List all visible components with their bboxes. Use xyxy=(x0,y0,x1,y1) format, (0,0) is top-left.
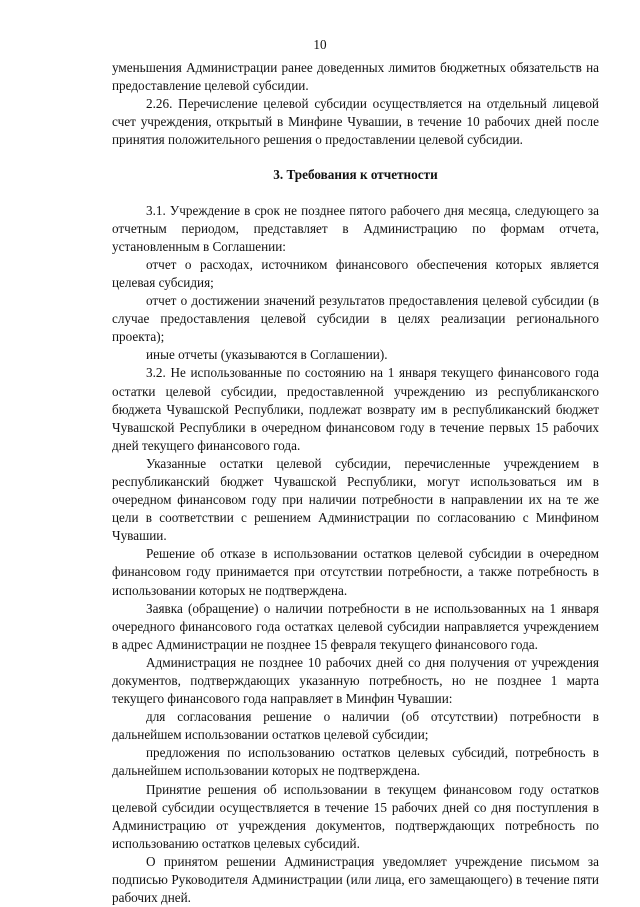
paragraph: Принятие решения об использовании в текущем финансовом году остатков целевой субсидии осуществляется в течение 15 рабочих дней со дня поступления в Администрацию от учреждения документов, подтверждающих потребность по использованию остатков целевых субсидий. xyxy=(112,781,599,851)
paragraph: Заявка (обращение) о наличии потребности в не использованных на 1 января очередного финансового года остатках целевой субсидии направляется учреждением в адрес Администрации не позднее 15 февраля текущего финансового года. xyxy=(112,600,599,652)
page-number: 10 xyxy=(313,37,327,52)
paragraph: Администрация не позднее 10 рабочих дней со дня получения от учреждения документов, подтверждающих указанную потребность, но не позднее 1 марта текущего финансового года направляет в Минфин Чувашии: xyxy=(112,654,599,707)
paragraph: для согласования решение о наличии (об отсутствии) потребности в дальнейшем использовании остатков целевой субсидии; xyxy=(112,709,599,743)
paragraph: 3.1. Учреждение в срок не позднее пятого рабочего дня месяца, следующего за отчетным периодом, представляет в Администрацию по формам отчета, установленным в Соглашении: xyxy=(112,202,599,254)
paragraph: предложения по использованию остатков целевых субсидий, потребность в дальнейшем использовании которых не подтверждена. xyxy=(112,745,599,779)
paragraph: отчет о расходах, источником финансового обеспечения которых является целевая субсидия; xyxy=(112,256,599,290)
section-heading: 3. Требования к отчетности xyxy=(273,167,438,183)
paragraph: Указанные остатки целевой субсидии, перечисленные учреждением в республиканский бюджет Чувашской Республики, могут использоваться им в очередном финансовом году при наличии потребности в направлении их на те же цели в соответствии с решением Администрации по согласованию с Минфином Чувашии. xyxy=(112,455,599,544)
paragraph: уменьшения Администрации ранее доведенных лимитов бюджетных обязательств на предоставление целевой субсидии. xyxy=(112,60,599,94)
document-body xyxy=(112,59,599,907)
paragraph: отчет о достижении значений результатов предоставления целевой субсидии (в случае предоставления целевой субсидии в целях реализации регионального проекта); xyxy=(112,293,599,345)
paragraph: О принятом решении Администрация уведомляет учреждение письмом за подписью Руководителя Администрации (или лица, его замещающего) в течение пяти рабочих дней. xyxy=(112,853,599,906)
paragraph: 3.2. Не использованные по состоянию на 1 января текущего финансового года остатки целевой субсидии, предоставленной учреждению из республиканского бюджета Чувашской Республики, подлежат возврату им в республиканский бюджет Чувашской Республики в очередном финансовом году в течение первых 15 рабочих дней текущего финансового года. xyxy=(112,365,599,453)
paragraph: 2.26. Перечисление целевой субсидии осуществляется на отдельный лицевой счет учреждения, открытый в Минфине Чувашии, в течение 10 рабочих дней после принятия положительного решения о предоставлении целевой субсидии. xyxy=(112,96,599,148)
paragraph: Решение об отказе в использовании остатков целевой субсидии в очередном финансовом году принимается при отсутствии потребности, а также потребность в использовании которых не подтверждена. xyxy=(112,546,599,598)
paragraph: иные отчеты (указываются в Соглашении). xyxy=(146,347,388,363)
